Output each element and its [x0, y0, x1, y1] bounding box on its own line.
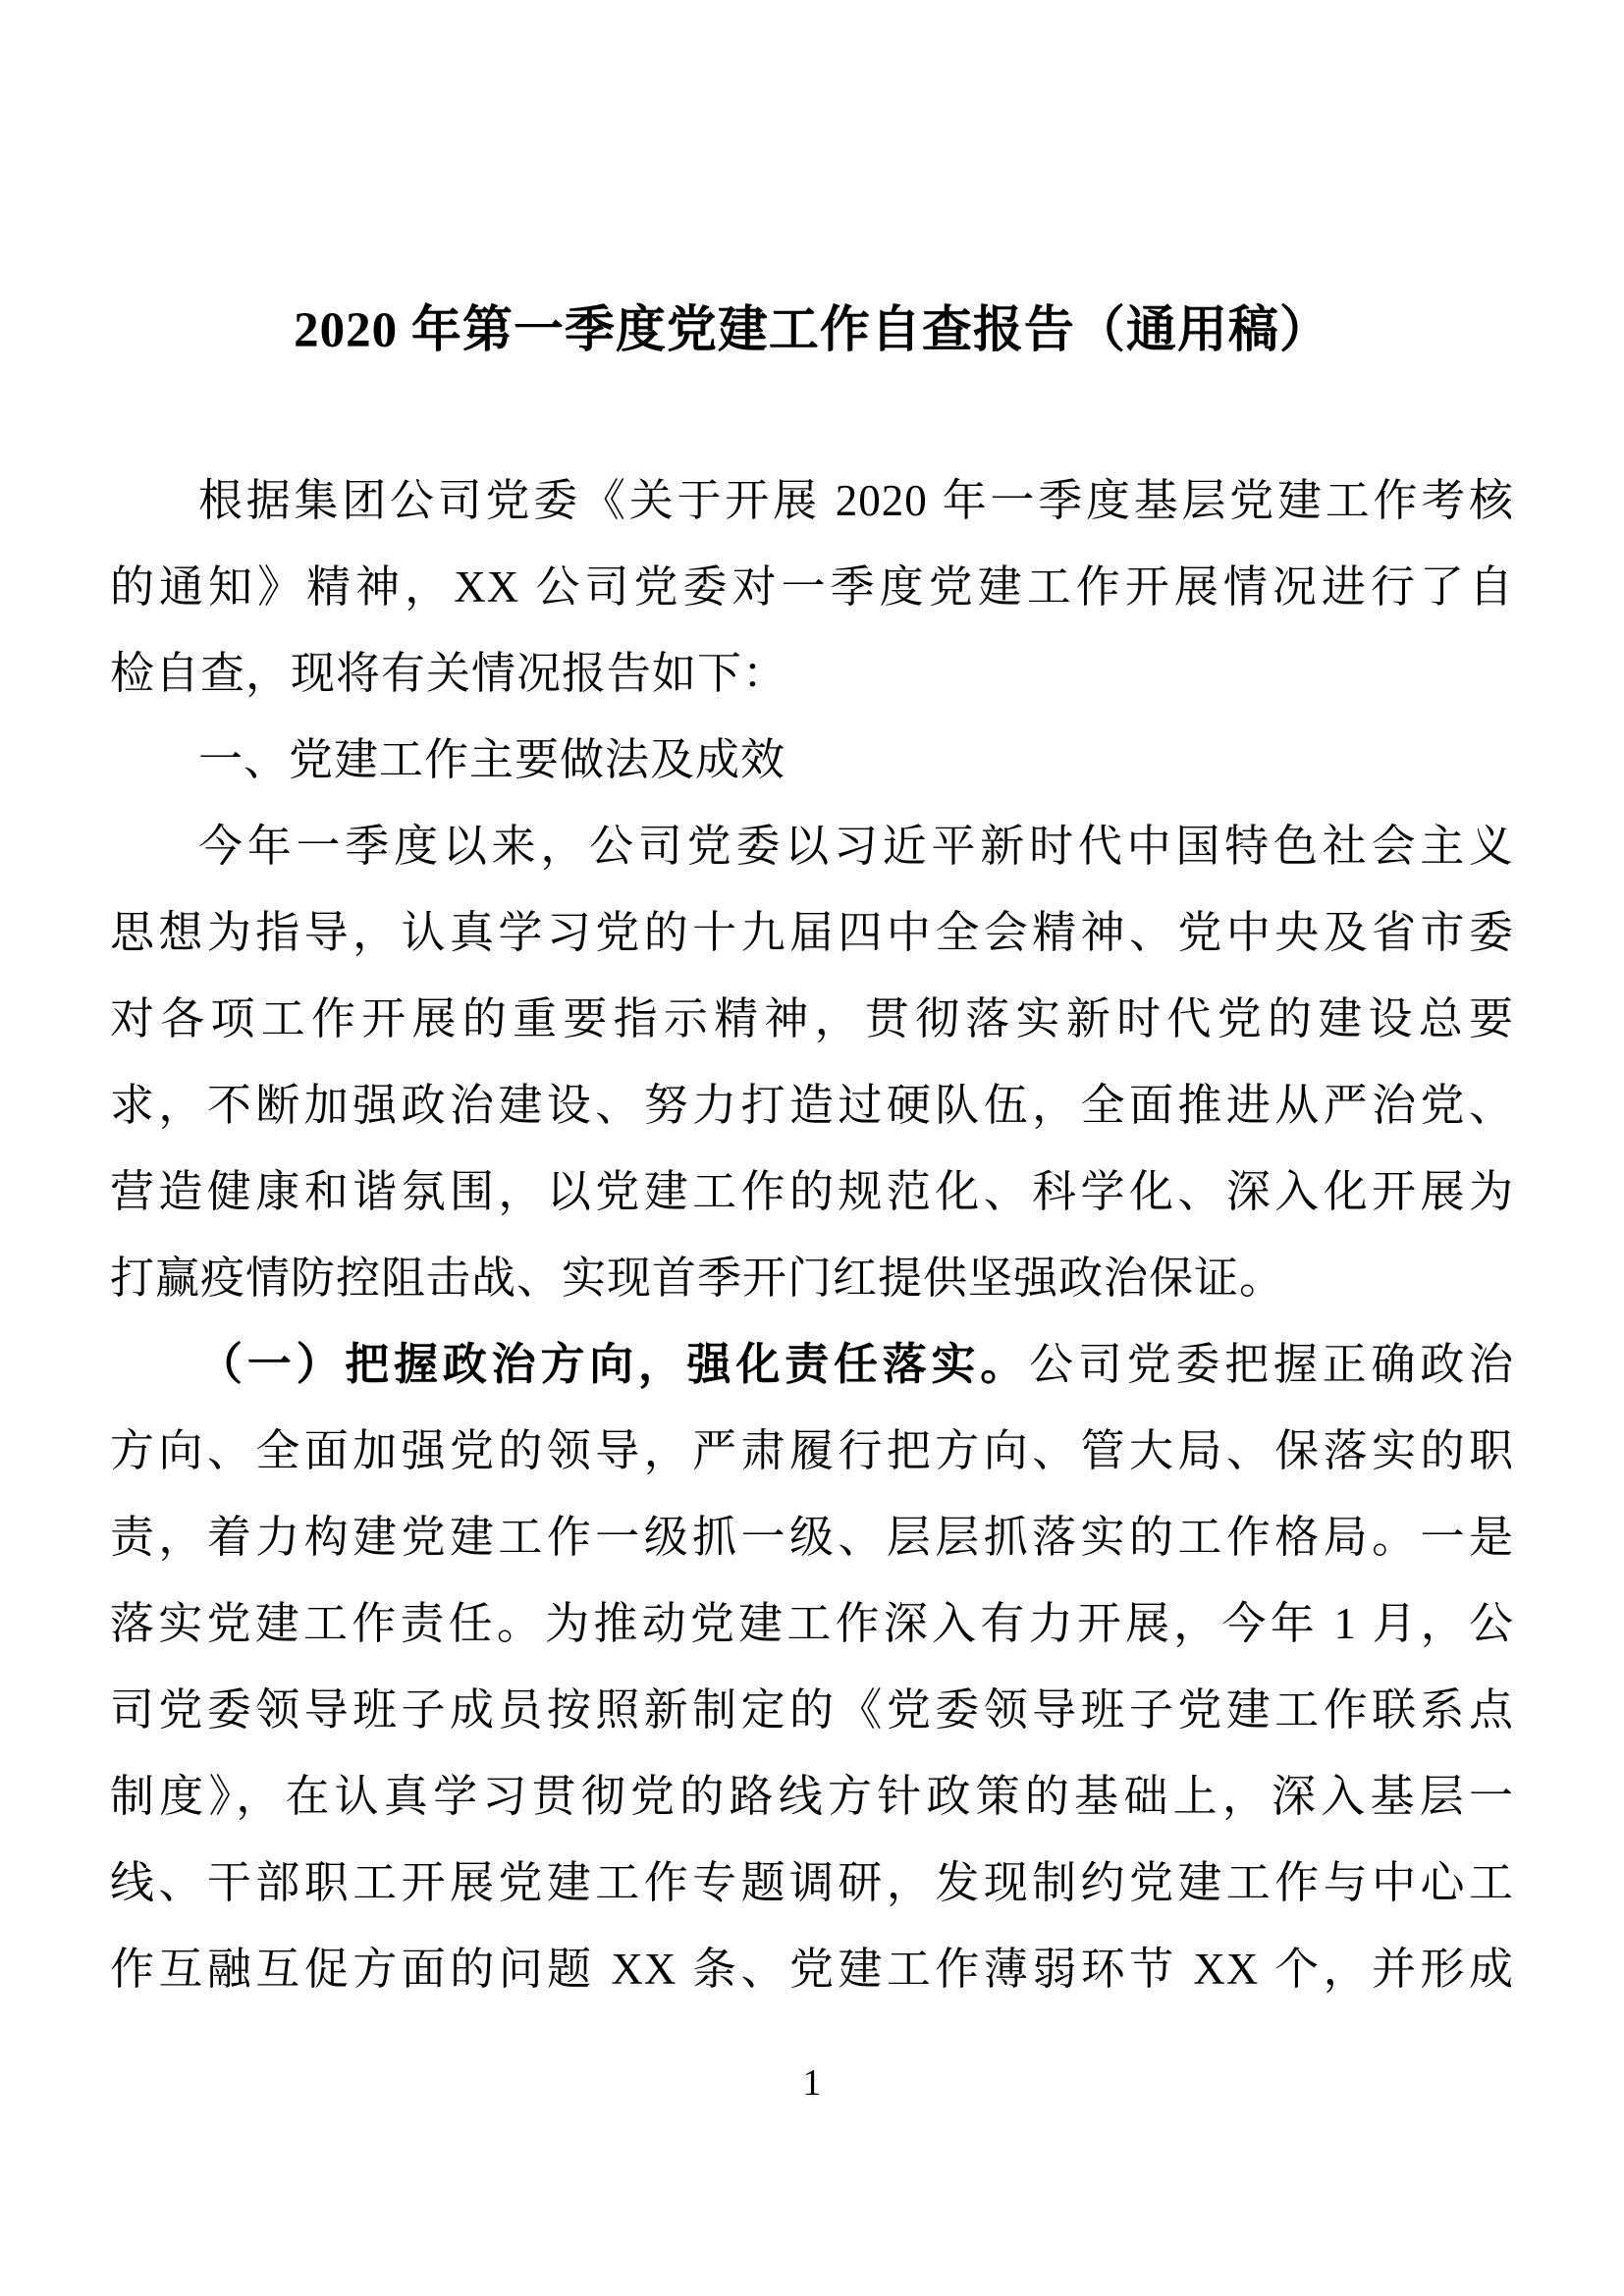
text-line	[110, 1840, 1514, 1926]
text-run: 检自查，现将有关情况报告如下：	[110, 649, 788, 698]
text-line	[110, 889, 1514, 976]
page-number: 1	[802, 2062, 822, 2104]
text-run: 求，不断加强政治建设、努力打造过硬队伍，全面推进从严治党、	[110, 1081, 1514, 1130]
text-run: 线、干部职工开展党建工作专题调研，发现制约党建工作与中心工	[110, 1858, 1514, 1907]
text-line	[110, 1667, 1514, 1753]
text-run: 思想为指导，认真学习党的十九届四中全会精神、党中央及省市委	[110, 908, 1514, 957]
text-line	[110, 630, 1514, 717]
text-run: 司党委领导班子成员按照新制定的《党委领导班子党建工作联系点	[110, 1685, 1514, 1735]
text-run: 根据集团公司党委《关于开展 2020 年一季度基层党建工作考核	[198, 476, 1514, 525]
text-run: 落实党建工作责任。为推动党建工作深入有力开展，今年 1 月，公	[110, 1599, 1514, 1648]
text-line	[110, 976, 1514, 1062]
text-line	[110, 544, 1514, 630]
text-run: 今年一季度以来，公司党委以习近平新时代中国特色社会主义	[198, 822, 1514, 871]
text-line	[110, 1062, 1514, 1148]
text-line	[110, 1148, 1514, 1235]
bold-text-run: （一）把握政治方向，强化责任落实。	[198, 1340, 1030, 1389]
document-title: 2020 年第一季度党建工作自查报告（通用稿）	[294, 303, 1330, 358]
text-line	[110, 1408, 1514, 1494]
text-line	[110, 717, 1514, 803]
document-body	[110, 457, 1514, 2012]
text-line	[110, 1753, 1514, 1840]
text-run: 一、党建工作主要做法及成效	[198, 735, 786, 784]
text-run: 作互融互促方面的问题 XX 条、党建工作薄弱环节 XX 个，并形成	[110, 1945, 1514, 1994]
text-run: 公司党委把握正确政治	[1029, 1340, 1514, 1389]
text-line	[110, 803, 1514, 889]
text-run: 营造健康和谐氛围，以党建工作的规范化、科学化、深入化开展为	[110, 1167, 1514, 1216]
text-line	[110, 1580, 1514, 1667]
text-run: 制度》，在认真学习贯彻党的路线方针政策的基础上，深入基层一	[110, 1772, 1514, 1821]
text-line	[110, 457, 1514, 544]
text-run: 的通知》精神，XX 公司党委对一季度党建工作开展情况进行了自	[110, 562, 1514, 612]
text-run: 对各项工作开展的重要指示精神，贯彻落实新时代党的建设总要	[110, 994, 1514, 1043]
text-line	[110, 1321, 1514, 1408]
text-line	[110, 1494, 1514, 1580]
text-run: 打赢疫情防控阻击战、实现首季开门红提供坚强政治保证。	[110, 1254, 1285, 1303]
text-line	[110, 1235, 1514, 1321]
text-line	[110, 1926, 1514, 2012]
text-run: 方向、全面加强党的领导，严肃履行把方向、管大局、保落实的职	[110, 1426, 1514, 1475]
text-run: 责，着力构建党建工作一级抓一级、层层抓落实的工作格局。一是	[110, 1513, 1514, 1562]
